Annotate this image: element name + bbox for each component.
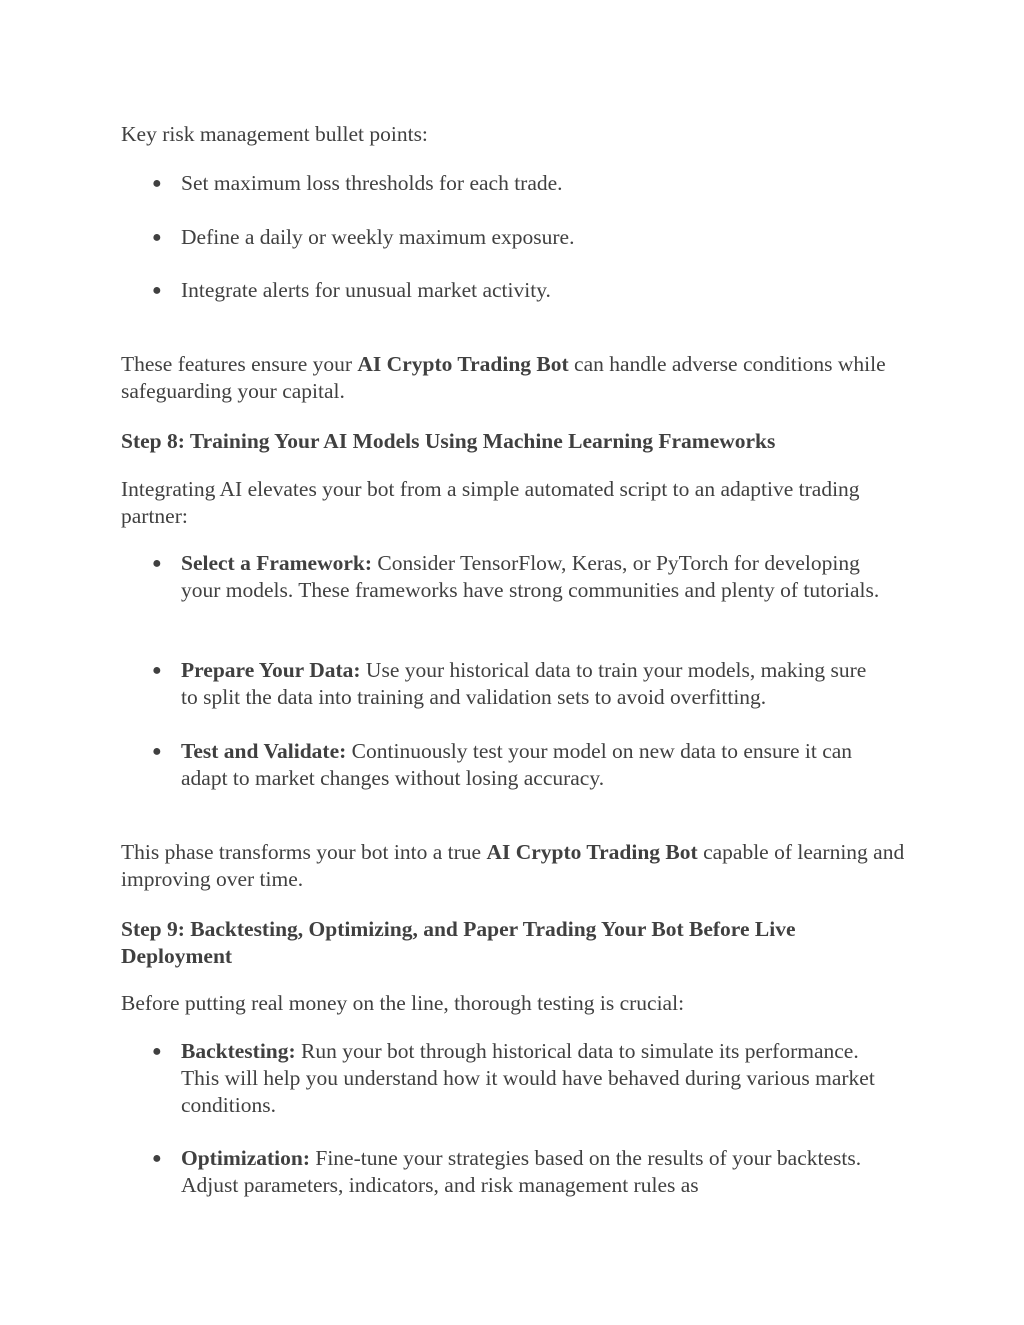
text-run: These features ensure your — [121, 352, 358, 376]
text-run: Use your historical data to train your models, making sure to split the data into training and validation sets to avoid overfitting. — [181, 658, 867, 709]
bullet-text — [181, 1145, 886, 1199]
bullet-text — [181, 550, 886, 604]
bullet-icon: ● — [152, 229, 162, 246]
bullet-icon: ● — [152, 1043, 162, 1060]
bullet-icon: ● — [152, 1150, 162, 1167]
text-run: capable of learning and improving over time. — [121, 840, 905, 891]
bullet-text — [181, 657, 886, 711]
text-run: Fine-tune your strategies based on the results of your backtests. Adjust parameters, indicators, and risk management rules as — [181, 1146, 862, 1197]
bold-run: Test and Validate: — [181, 739, 347, 763]
bullet-text — [181, 738, 886, 792]
bullet-text: Define a daily or weekly maximum exposure. — [181, 225, 575, 249]
bullet-icon: ● — [152, 743, 162, 760]
step9-heading: Step 9: Backtesting, Optimizing, and Paper Trading Your Bot Before Live Deployment — [121, 917, 796, 968]
bold-run: Select a Framework: — [181, 551, 373, 575]
bullet-icon: ● — [152, 555, 162, 572]
bold-run: Prepare Your Data: — [181, 658, 361, 682]
bullet-icon: ● — [152, 662, 162, 679]
bullet-text: Integrate alerts for unusual market activity. — [181, 278, 551, 302]
bold-run: Optimization: — [181, 1146, 310, 1170]
bullet-text — [181, 1038, 886, 1119]
bold-run: AI Crypto Trading Bot — [357, 352, 569, 376]
bullet-text: Set maximum loss thresholds for each trade. — [181, 171, 563, 195]
text-run: can handle adverse conditions while safeguarding your capital. — [121, 352, 886, 403]
features-paragraph — [121, 351, 911, 405]
step8-outro — [121, 839, 911, 893]
text-run: Run your bot through historical data to simulate its performance. This will help you understand how it would have behaved during various market conditions. — [181, 1039, 875, 1117]
bullet-icon: ● — [152, 282, 162, 299]
step9-intro: Before putting real money on the line, thorough testing is crucial: — [121, 991, 685, 1015]
step8-heading: Step 8: Training Your AI Models Using Machine Learning Frameworks — [121, 429, 776, 453]
step8-intro: Integrating AI elevates your bot from a simple automated script to an adaptive trading partner: — [121, 477, 860, 528]
text-run: Continuously test your model on new data to ensure it can adapt to market changes without losing accuracy. — [181, 739, 853, 790]
risk-intro: Key risk management bullet points: — [121, 122, 428, 146]
bold-run: Backtesting: — [181, 1039, 296, 1063]
text-run: This phase transforms your bot into a true — [121, 840, 487, 864]
bold-run: AI Crypto Trading Bot — [486, 840, 698, 864]
text-run: Consider TensorFlow, Keras, or PyTorch for developing your models. These frameworks have strong communities and plenty of tutorials. — [181, 551, 880, 602]
bullet-icon: ● — [152, 175, 162, 192]
